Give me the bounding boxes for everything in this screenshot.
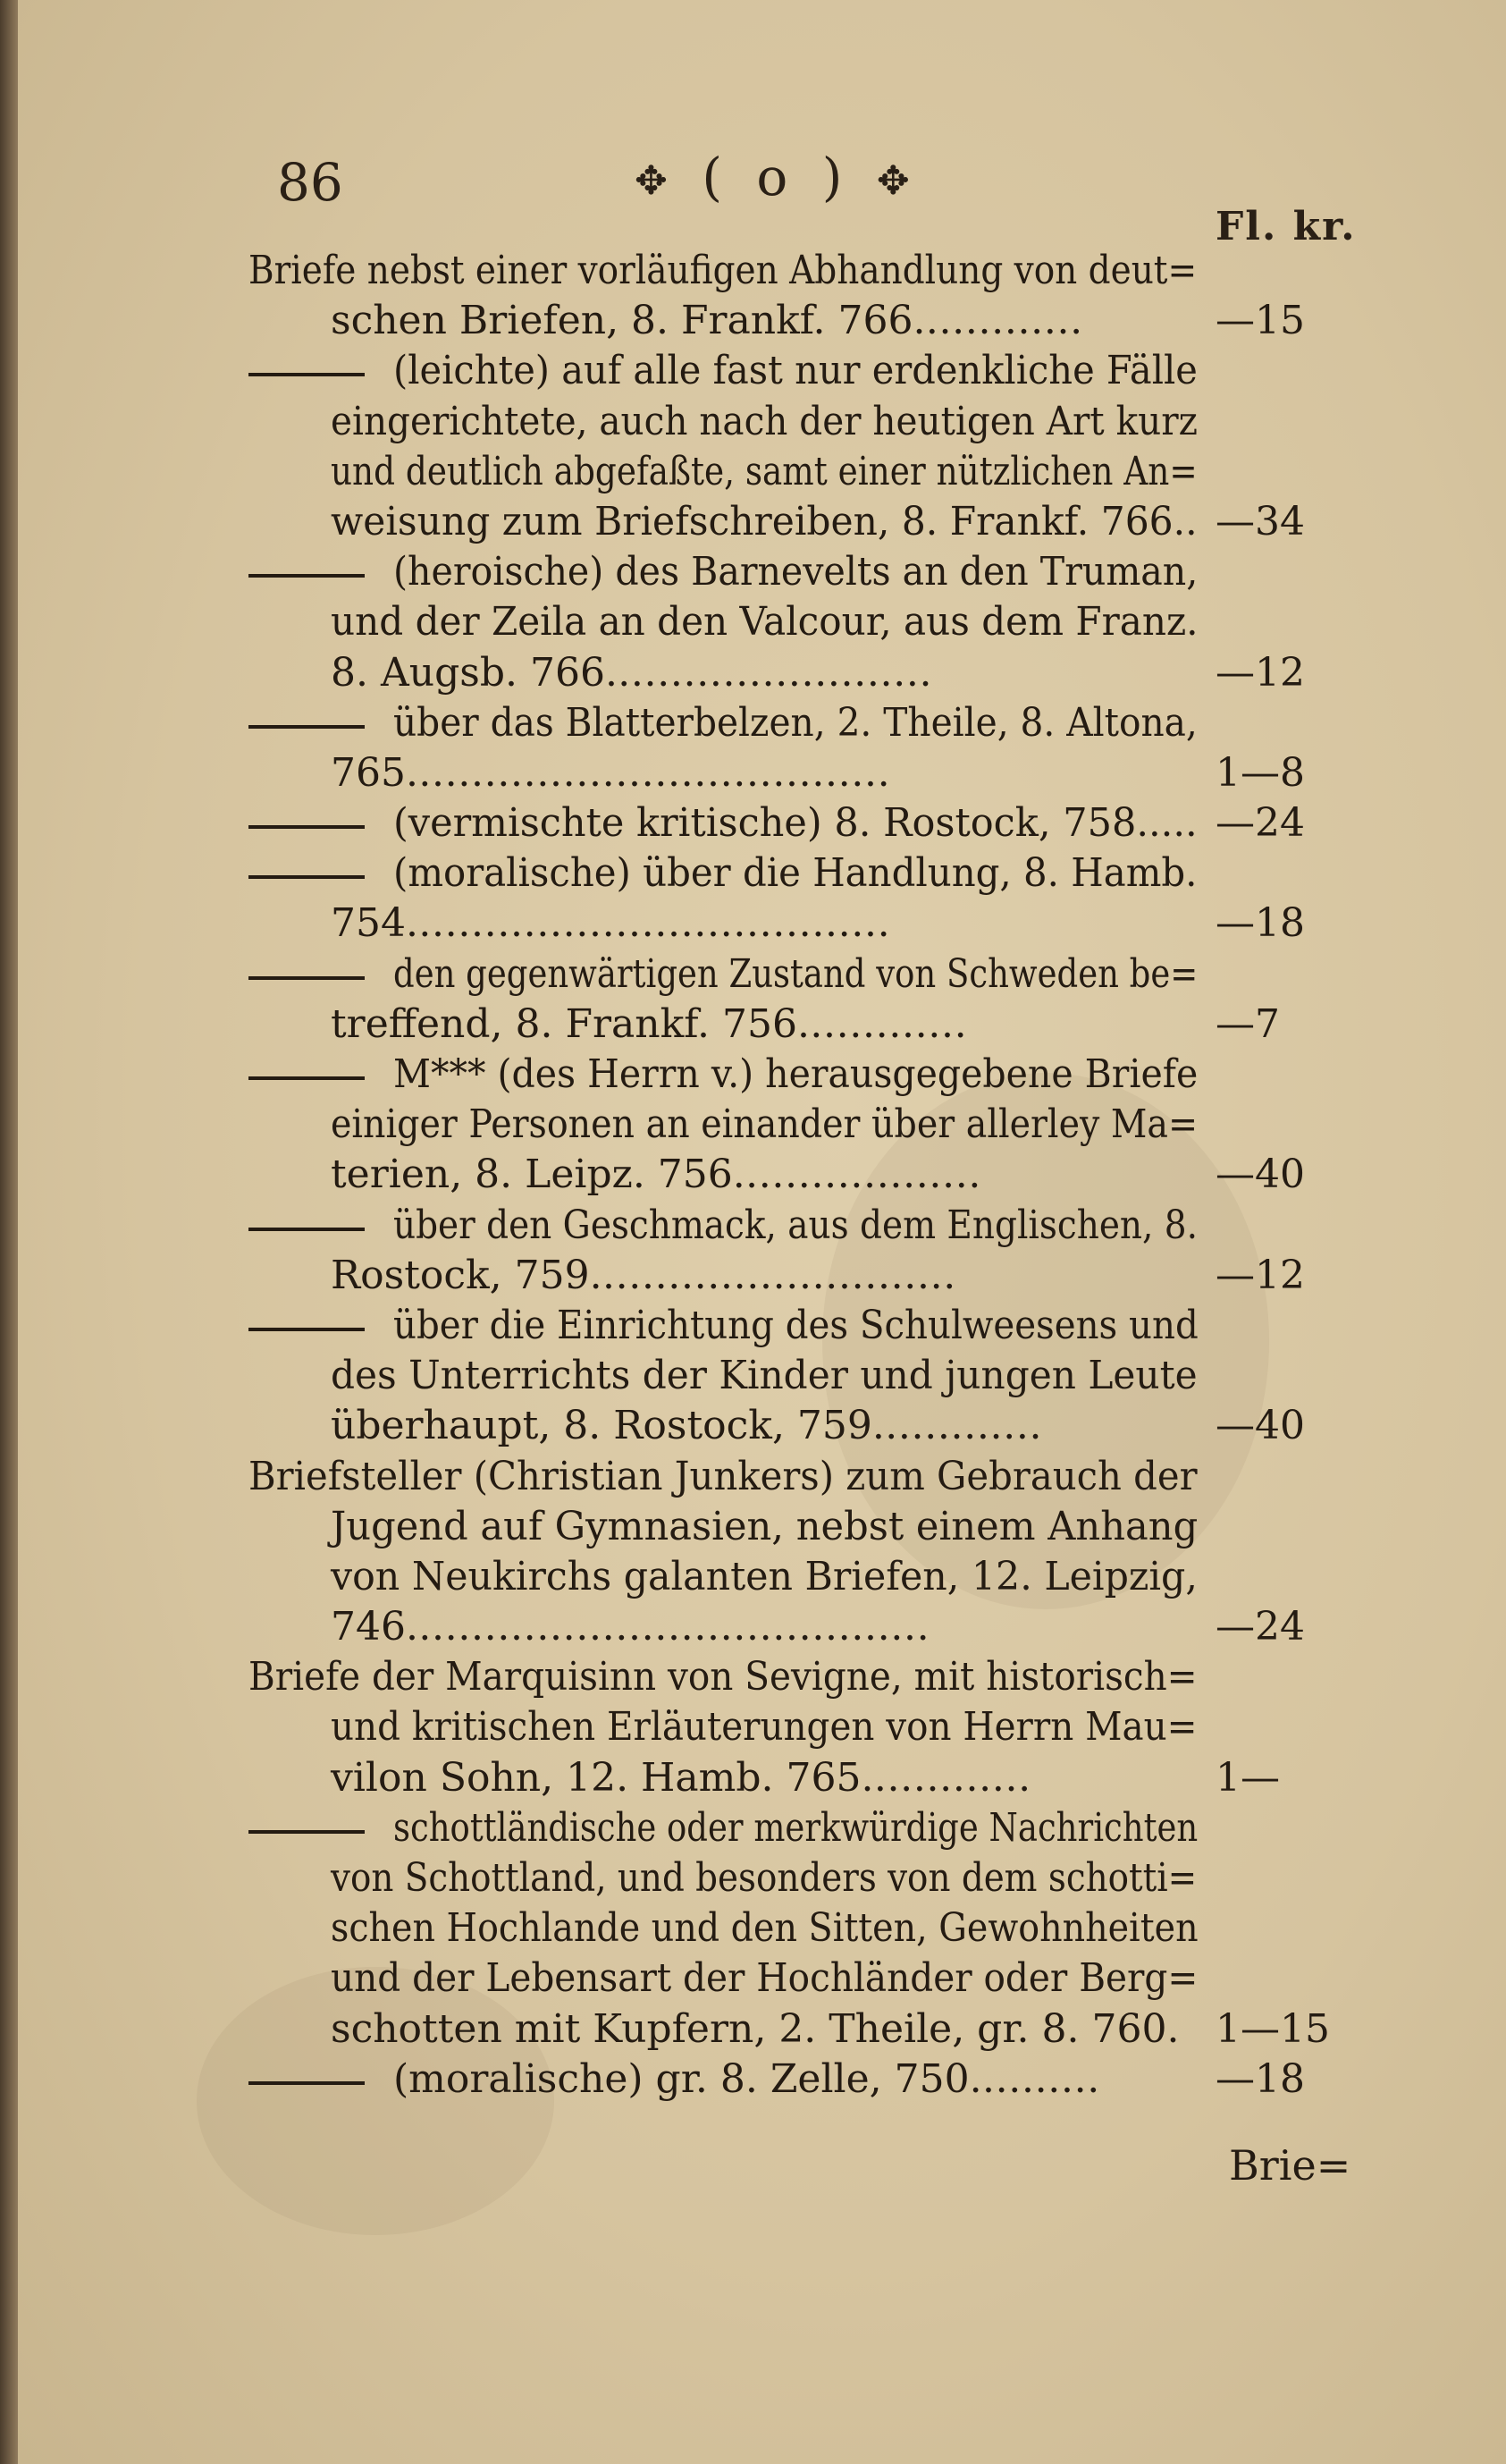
- line-text: über den Geschmack, aus dem Englischen, 8.: [393, 1202, 1198, 1248]
- price-column-heading: Fl. kr.: [1216, 204, 1357, 249]
- ditto-dash: [248, 1830, 365, 1834]
- catalogue-line: [18, 1502, 1506, 1552]
- price: 1—: [1216, 1754, 1280, 1801]
- catalogue-line: [18, 1150, 1506, 1200]
- line-text: über das Blatterbelzen, 2. Theile, 8. Altona,: [393, 699, 1198, 746]
- ditto-dash: [248, 1228, 365, 1231]
- catalogue-line: [18, 2055, 1506, 2105]
- line-text: (leichte) auf alle fast nur erdenkliche Fälle: [393, 348, 1198, 394]
- line-text: überhaupt, 8. Rostock, 759.…………: [331, 1403, 1042, 1449]
- price: —12: [1216, 1252, 1305, 1298]
- catalogue-line: [18, 648, 1506, 698]
- catalogue-line: [18, 1301, 1506, 1351]
- catalogue-line: [18, 1652, 1506, 1702]
- ornament-icon: ✥: [635, 158, 677, 205]
- catalogue-line: [18, 748, 1506, 798]
- line-text: 746.…………………………………: [331, 1604, 930, 1650]
- line-text: 765.………………………………: [331, 749, 890, 796]
- line-text: schen Briefen, 8. Frankf. 766.…………: [331, 298, 1083, 344]
- line-text: und deutlich abgefaßte, samt einer nützlichen An=: [331, 448, 1198, 494]
- line-text: vilon Sohn, 12. Hamb. 765.…………: [331, 1754, 1031, 1801]
- line-text: einiger Personen an einander über allerley Ma=: [331, 1101, 1199, 1148]
- catchword: Brie=: [1229, 2141, 1351, 2190]
- catalogue-line: [18, 1000, 1506, 1050]
- line-text: weisung zum Briefschreiben, 8. Frankf. 766..: [331, 498, 1198, 544]
- catalogue-line: [18, 296, 1506, 346]
- ditto-dash: [248, 875, 365, 879]
- catalogue-line: [18, 346, 1506, 396]
- catalogue-line: [18, 899, 1506, 949]
- catalogue-line: [18, 1702, 1506, 1752]
- catalogue-line: [18, 1351, 1506, 1401]
- line-text: treffend, 8. Frankf. 756.…………: [331, 1000, 967, 1047]
- line-text: und der Zeila an den Valcour, aus dem Franz.: [331, 599, 1199, 646]
- ditto-dash: [248, 373, 365, 376]
- catalogue-line: [18, 397, 1506, 447]
- price: 1—15: [1216, 2005, 1330, 2052]
- catalogue-entries: [18, 246, 1506, 2105]
- catalogue-line: [18, 1050, 1506, 1100]
- catalogue-line: [18, 1602, 1506, 1652]
- line-text: über die Einrichtung des Schulweesens und: [393, 1302, 1199, 1348]
- line-text: Briefe der Marquisinn von Sevigne, mit historisch=: [248, 1654, 1198, 1700]
- line-text: Rostock, 759.………………………: [331, 1252, 956, 1298]
- line-text: eingerichtete, auch nach der heutigen Art kurz: [331, 398, 1198, 444]
- catalogue-line: [18, 1201, 1506, 1251]
- line-text: (moralische) über die Handlung, 8. Hamb.: [393, 850, 1198, 897]
- line-text: Briefe nebst einer vorläufigen Abhandlung von deut=: [248, 248, 1198, 293]
- catalogue-line: [18, 1251, 1506, 1301]
- page-header: [18, 134, 1506, 215]
- line-text: Jugend auf Gymnasien, nebst einem Anhang: [331, 1503, 1199, 1549]
- line-text: schen Hochlande und den Sitten, Gewohnheiten: [331, 1905, 1199, 1952]
- running-head: [635, 147, 919, 207]
- line-text: M*** (des Herrn v.) herausgegebene Briefe: [393, 1051, 1199, 1097]
- catalogue-line: [18, 1452, 1506, 1502]
- catalogue-line: [18, 1753, 1506, 1803]
- catalogue-line: [18, 949, 1506, 1000]
- price: —7: [1216, 1000, 1280, 1047]
- running-head-text: ( o ): [702, 147, 852, 207]
- line-text: und der Lebensart der Hochländer oder Berg=: [331, 1955, 1199, 2002]
- line-text: (heroische) des Barnevelts an den Truman,: [393, 549, 1199, 595]
- page-number: 86: [277, 152, 343, 213]
- price: —18: [1216, 900, 1305, 947]
- line-text: von Neukirchs galanten Briefen, 12. Leipzig,: [331, 1553, 1198, 1599]
- line-text: 754.………………………………: [331, 900, 890, 947]
- catalogue-line: [18, 497, 1506, 547]
- price: —34: [1216, 498, 1305, 544]
- catalogue-line: [18, 1552, 1506, 1602]
- line-text: den gegenwärtigen Zustand von Schweden be=: [393, 950, 1199, 997]
- price: —24: [1216, 1604, 1305, 1650]
- line-text: (vermischte kritische) 8. Rostock, 758.....: [393, 800, 1198, 847]
- ornament-icon: ✥: [876, 158, 919, 205]
- ditto-dash: [248, 825, 365, 829]
- line-text: und kritischen Erläuterungen von Herrn Mau=: [331, 1704, 1198, 1751]
- catalogue-line: [18, 246, 1506, 296]
- catalogue-line: [18, 698, 1506, 748]
- price: 1—8: [1216, 749, 1305, 796]
- catalogue-line: [18, 547, 1506, 597]
- catalogue-line: [18, 1803, 1506, 1853]
- line-text: (moralische) gr. 8. Zelle, 750.………: [393, 2055, 1100, 2102]
- line-text: schottländische oder merkwürdige Nachrichten: [393, 1804, 1199, 1851]
- line-text: terien, 8. Leipz. 756.………………: [331, 1152, 981, 1198]
- catalogue-line: [18, 1903, 1506, 1953]
- catalogue-line: [18, 1953, 1506, 2004]
- line-text: von Schottland, und besonders von dem schotti=: [331, 1855, 1198, 1901]
- price: —40: [1216, 1403, 1305, 1449]
- ditto-dash: [248, 725, 365, 729]
- line-text: Briefsteller (Christian Junkers) zum Gebrauch der: [248, 1453, 1198, 1499]
- price: —24: [1216, 800, 1305, 847]
- line-text: 8. Augsb. 766.……………………: [331, 649, 932, 696]
- catalogue-line: [18, 798, 1506, 848]
- catalogue-line: [18, 848, 1506, 899]
- price: —15: [1216, 298, 1305, 344]
- catalogue-line: [18, 1853, 1506, 1903]
- price: —18: [1216, 2055, 1305, 2102]
- ditto-dash: [248, 1076, 365, 1080]
- price: —12: [1216, 649, 1305, 696]
- ditto-dash: [248, 1328, 365, 1331]
- line-text: schotten mit Kupfern, 2. Theile, gr. 8. 760.: [331, 2005, 1180, 2052]
- book-page: [18, 0, 1506, 2464]
- ditto-dash: [248, 976, 365, 980]
- catalogue-line: [18, 2004, 1506, 2055]
- catalogue-line: [18, 597, 1506, 647]
- catalogue-line: [18, 1100, 1506, 1150]
- line-text: des Unterrichts der Kinder und jungen Leute: [331, 1353, 1198, 1399]
- catalogue-line: [18, 1401, 1506, 1451]
- ditto-dash: [248, 2081, 365, 2085]
- price: —40: [1216, 1152, 1305, 1198]
- ditto-dash: [248, 574, 365, 578]
- catalogue-line: [18, 447, 1506, 497]
